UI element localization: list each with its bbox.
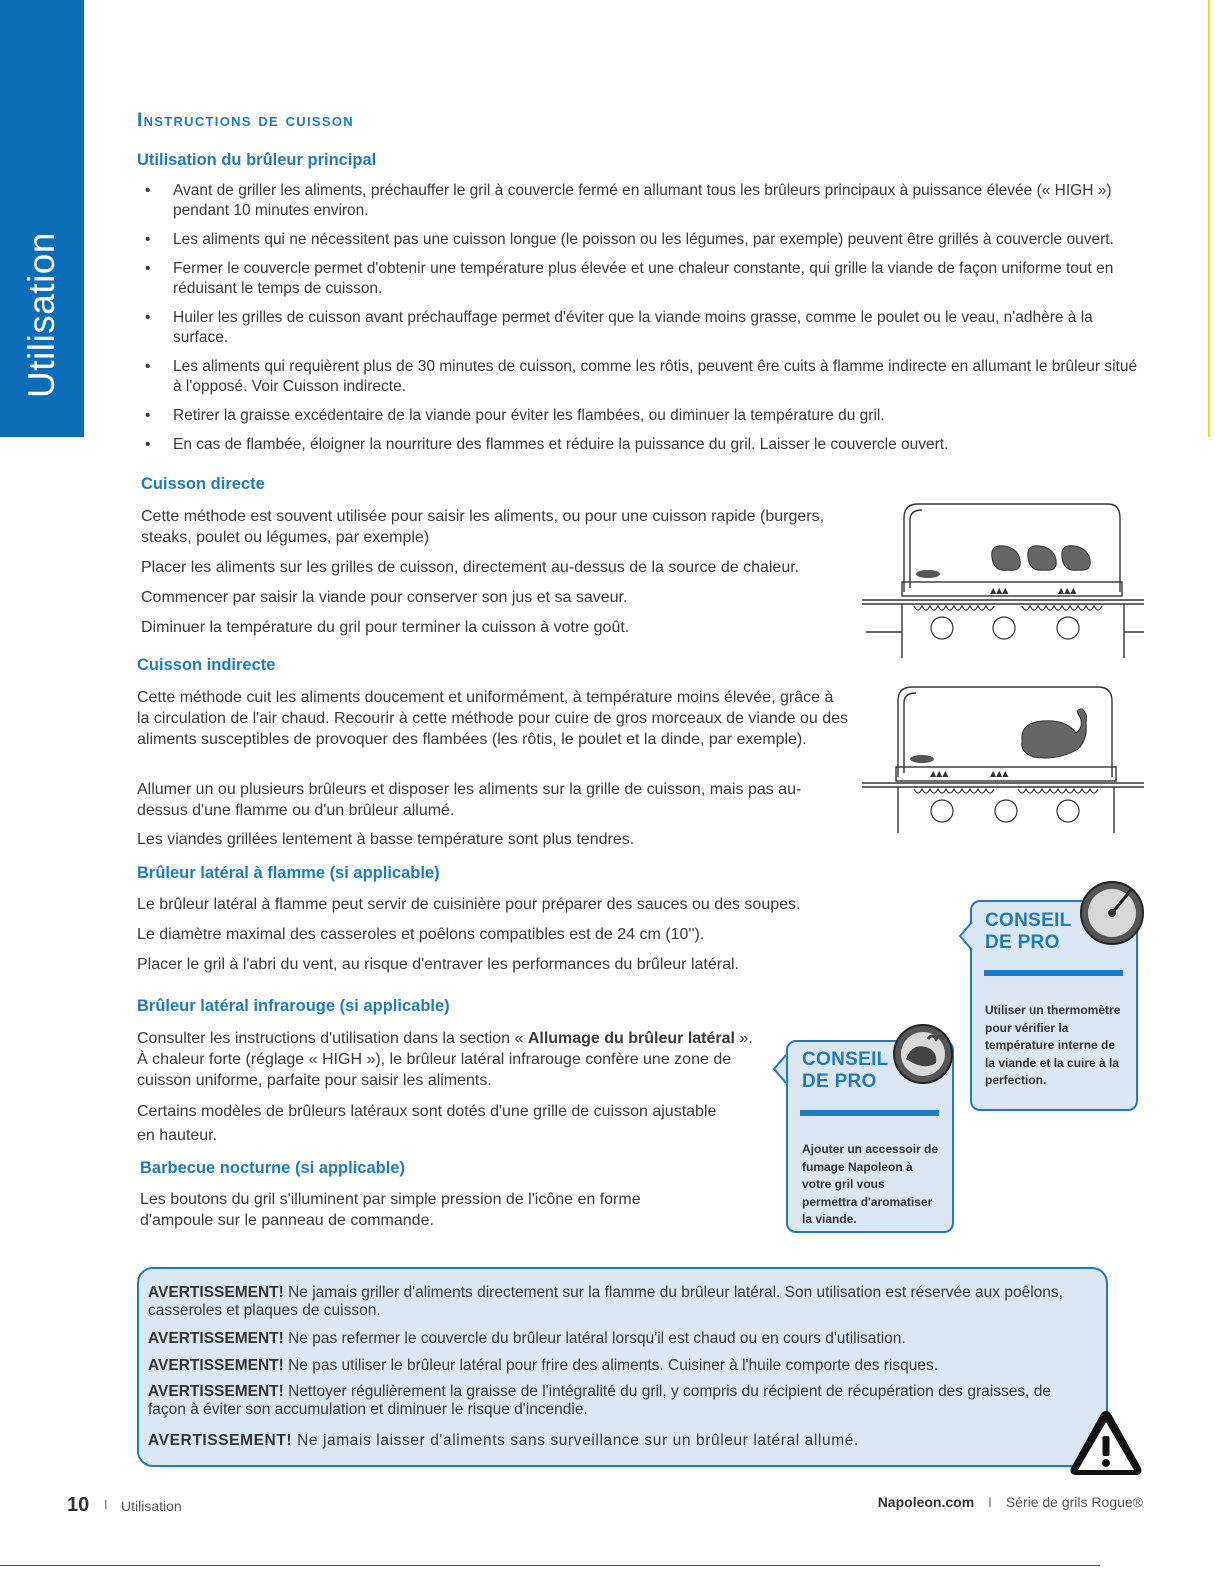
list-item: • Les aliments qui ne nécessitent pas une cuisson longue (le poisson ou les légumes, par exemple) peuvent être grillés à couvercle ouvert. bbox=[145, 230, 1140, 250]
tip-smoker-pointer bbox=[772, 1055, 788, 1083]
page-number: 10 bbox=[67, 1494, 90, 1516]
warning-triangle-icon bbox=[1068, 1408, 1144, 1478]
tip-thermometer-pointer bbox=[958, 922, 974, 950]
list-item: • Retirer la graisse excédentaire de la viande pour éviter les flambées, ou diminuer la température du gril. bbox=[145, 406, 1140, 426]
yellow-edge-line bbox=[1208, 0, 1210, 437]
direct-para-1: Cette méthode est souvent utilisée pour saisir les aliments, ou pour une cuisson rapide (burgers, steaks, poulet ou légumes, par exemple) bbox=[141, 508, 825, 546]
footer-brand: Napoleon.com bbox=[877, 1494, 975, 1510]
section-title: Instructions de cuisson bbox=[137, 110, 354, 131]
footer-separator-left: I bbox=[104, 1497, 108, 1512]
indirect-para-1: Cette méthode cuit les aliments doucement et uniformément, à température moins élevée, grâce à la circulation de l'air chaud. Recourir à cette méthode pour cuire de gros morceaux de viande ou des aliments susceptibles de provoquer des flambées (les rôtis, le poulet et la dinde, par exemple). bbox=[137, 689, 849, 748]
tip-smoker-bar bbox=[800, 1110, 939, 1116]
side-flame-para-1: Le brûleur latéral à flamme peut servir de cuisinière pour préparer des sauces ou des soupes. bbox=[137, 896, 801, 913]
warning-3: AVERTISSEMENT! Ne pas utiliser le brûleur latéral pour frire des aliments. Cuisiner à l'huile comporte des risques. bbox=[148, 1357, 939, 1374]
direct-para-4: Diminuer la température du gril pour terminer la cuisson à votre goût. bbox=[141, 619, 630, 636]
tip-thermometer-text: Utiliser un thermomètre pour vérifier la température interne de la viande et la cuire à la perfection. bbox=[985, 1003, 1121, 1087]
heading-main-burner: Utilisation du brûleur principal bbox=[137, 151, 377, 169]
grill-indirect-illustration bbox=[862, 683, 1144, 835]
heading-side-infrared: Brûleur latéral infrarouge (si applicable) bbox=[137, 997, 450, 1015]
warning-1: AVERTISSEMENT! Ne jamais griller d'aliments directement sur la flamme du brûleur latéral. Son utilisation est réservée aux poêlons, casseroles et plaques de cuisson. bbox=[148, 1284, 1063, 1319]
smoker-icon bbox=[892, 1023, 954, 1085]
svg-text:▲▲▲: ▲▲▲ bbox=[930, 769, 949, 778]
heading-indirect: Cuisson indirecte bbox=[137, 656, 276, 674]
main-burner-list bbox=[145, 181, 1140, 464]
svg-text:▲▲▲: ▲▲▲ bbox=[990, 586, 1009, 595]
side-infrared-para-1: Consulter les instructions d'utilisation dans la section « Allumage du brûleur latéral ». À chaleur forte (réglage « HIGH »), le brûleur latéral infrarouge confère une zone de cuisson uniforme, parfaite pour saisir les aliments. bbox=[137, 1030, 753, 1089]
list-item: • Les aliments qui requièrent plus de 30 minutes de cuisson, comme les rôtis, peuvent êre cuits à flamme indirecte en allumant le brûleur situé à l'opposé. Voir Cuisson indirecte. bbox=[145, 357, 1140, 397]
footer-separator-right: I bbox=[988, 1494, 992, 1510]
list-item: • En cas de flambée, éloigner la nourriture des flammes et réduire la puissance du gril. Laisser le couvercle ouvert. bbox=[145, 435, 1140, 455]
heading-direct: Cuisson directe bbox=[141, 475, 265, 493]
tip-thermometer-title: CONSEIL DE PRO bbox=[985, 910, 1072, 953]
side-tab-label: Utilisation bbox=[21, 232, 62, 398]
tip-smoker-title: CONSEIL DE PRO bbox=[802, 1049, 889, 1092]
grill-direct-illustration bbox=[862, 498, 1144, 660]
direct-para-2: Placer les aliments sur les grilles de cuisson, directement au-dessus de la source de chaleur. bbox=[141, 559, 800, 576]
footer-section: Utilisation bbox=[121, 1498, 182, 1514]
side-flame-para-3: Placer le gril à l'abri du vent, au risque d'entraver les performances du brûleur latéral. bbox=[137, 956, 739, 973]
night-para-1: Les boutons du gril s'illuminent par simple pression de l'icône en forme d'ampoule sur le panneau de commande. bbox=[140, 1191, 641, 1229]
svg-text:▲▲▲: ▲▲▲ bbox=[990, 769, 1009, 778]
bottom-rule bbox=[0, 1565, 1100, 1566]
direct-para-3: Commencer par saisir la viande pour conserver son jus et sa saveur. bbox=[141, 589, 628, 606]
heading-night: Barbecue nocturne (si applicable) bbox=[140, 1159, 405, 1177]
side-infrared-para-2: Certains modèles de brûleurs latéraux sont dotés d'une grille de cuisson ajustable en hauteur. bbox=[137, 1103, 717, 1144]
list-item: • Huiler les grilles de cuisson avant préchauffage permet d'éviter que la viande moins grasse, comme le poulet ou le veau, n'adhère à la surface. bbox=[145, 308, 1140, 348]
footer-series: Série de grils Rogue® bbox=[1005, 1494, 1143, 1510]
side-flame-para-2: Le diamètre maximal des casseroles et poêlons compatibles est de 24 cm (10''). bbox=[137, 926, 705, 943]
indirect-para-3: Les viandes grillées lentement à basse température sont plus tendres. bbox=[137, 831, 635, 848]
warning-4: AVERTISSEMENT! Nettoyer régulièrement la graisse de l'intégralité du gril, y compris du récipient de récupération des graisses, de façon à éviter son accumulation et diminuer le risque d'incendie. bbox=[148, 1383, 1051, 1418]
indirect-para-2: Allumer un ou plusieurs brûleurs et disposer les aliments sur la grille de cuisson, mais pas au-dessus d'une flamme ou d'un brûleur allumé. bbox=[137, 781, 802, 819]
warning-5: AVERTISSEMENT! Ne jamais laisser d'aliments sans surveillance sur un brûleur latéral allumé. bbox=[148, 1432, 859, 1449]
warning-2: AVERTISSEMENT! Ne pas refermer le couvercle du brûleur latéral lorsqu'il est chaud ou en cours d'utilisation. bbox=[148, 1330, 906, 1347]
tip-smoker-text: Ajouter un accessoir de fumage Napoleon à votre gril vous permettra d'aromatiser la viande. bbox=[802, 1142, 939, 1226]
svg-text:▲▲▲: ▲▲▲ bbox=[1058, 586, 1077, 595]
list-item: • Fermer le couvercle permet d'obtenir une température plus élevée et une chaleur constante, qui grille la viande de façon uniforme tout en réduisant le temps de cuisson. bbox=[145, 259, 1140, 299]
heading-side-flame: Brûleur latéral à flamme (si applicable) bbox=[137, 864, 440, 882]
tip-thermometer-bar bbox=[984, 970, 1123, 976]
list-item: • Avant de griller les aliments, préchauffer le gril à couvercle fermé en allumant tous les brûleurs principaux à puissance élevée (« HIGH ») pendant 10 minutes environ. bbox=[145, 181, 1140, 221]
footer-right bbox=[878, 1494, 1143, 1510]
thermometer-icon bbox=[1079, 880, 1145, 946]
